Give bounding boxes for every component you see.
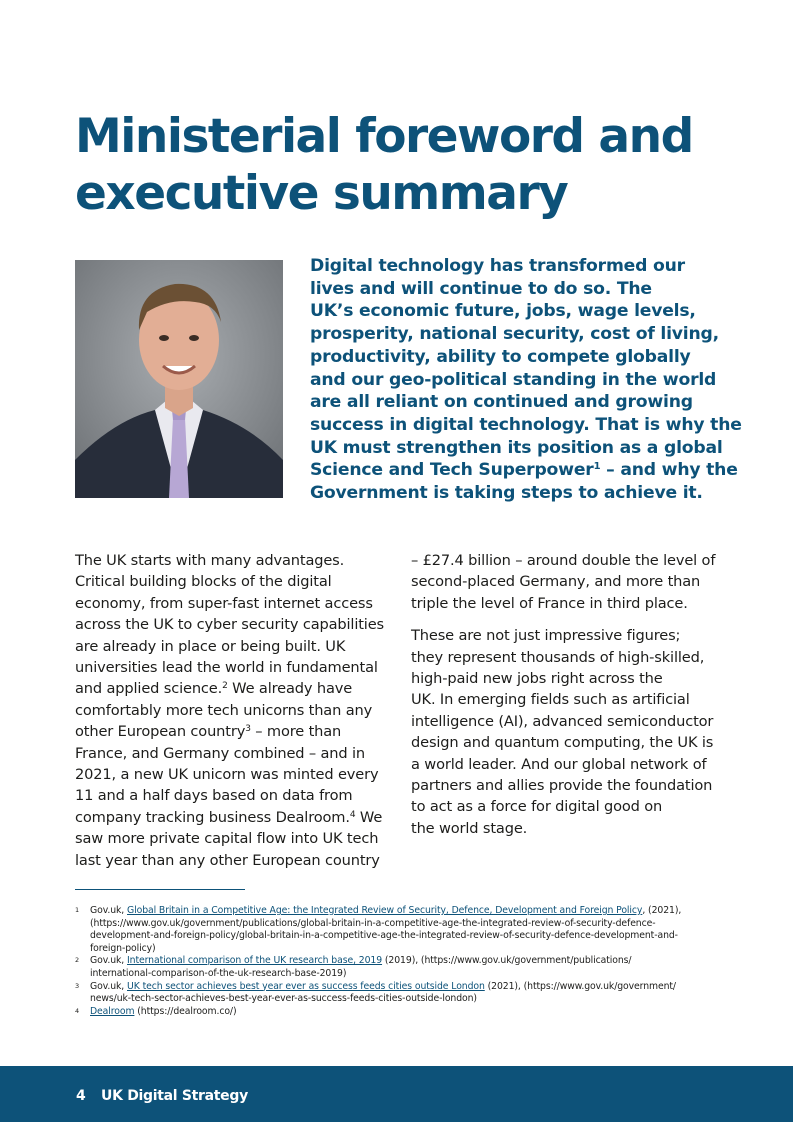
body-line: [75, 678, 395, 699]
body-line: comfortably more tech unicorns than any: [75, 701, 373, 719]
body-line: [75, 721, 395, 742]
footnote-prefix: Gov.uk,: [90, 905, 128, 916]
footnote-ref[interactable]: 1: [593, 461, 601, 473]
body-line: a world leader. And our global network of: [411, 755, 707, 773]
footnote-line: [90, 1006, 715, 1019]
body-line: [75, 807, 395, 828]
body-line: – £27.4 billion – around double the level of: [411, 552, 716, 569]
footnote-suffix: (https://dealroom.co/): [134, 1005, 237, 1017]
footnote-prefix: Gov.uk,: [90, 980, 128, 992]
footnotes: [75, 905, 715, 1018]
body-line: partners and allies provide the foundation: [411, 777, 713, 795]
footnote-ref[interactable]: 2: [222, 681, 228, 692]
footnote-line: [90, 905, 715, 918]
body-line: the world stage.: [411, 819, 528, 837]
page-title: [75, 108, 755, 222]
footnote-number: 3: [75, 981, 80, 990]
body-line: universities lead the world in fundamental: [75, 659, 378, 677]
body-line: are already in place or being built. UK: [75, 637, 346, 655]
body-line: These are not just impressive figures;: [411, 627, 681, 645]
body-column-right: [411, 550, 731, 839]
footnote-number: 4: [75, 1006, 80, 1015]
footnote-ref[interactable]: 3: [245, 724, 251, 735]
body-column-left: [75, 550, 395, 871]
footnote: [75, 981, 715, 1006]
body-paragraph: [75, 550, 395, 871]
footnote-link[interactable]: Global Britain in a Competitive Age: the Integrated Review of Security, Defence, Development and Foreign Policy: [127, 905, 643, 916]
intro-line: prosperity, national security, cost of living,: [310, 324, 719, 345]
body-paragraph: [411, 550, 731, 614]
intro-statement: [310, 255, 742, 505]
footnote: [75, 905, 715, 955]
intro-line: Government is taking steps to achieve it.: [310, 483, 703, 504]
footnote-prefix: Gov.uk,: [90, 955, 128, 967]
body-text: other European country: [75, 723, 246, 741]
document-name: UK Digital Strategy: [101, 1088, 248, 1104]
page-footer: [0, 1066, 793, 1122]
footnote: [75, 955, 715, 980]
body-line: The UK starts with many advantages.: [75, 552, 345, 569]
body-text: We already have: [227, 680, 353, 698]
intro-line: and our geo-political standing in the world: [310, 369, 717, 390]
intro-line: UK’s economic future, jobs, wage levels,: [310, 301, 696, 322]
footnote-ref[interactable]: 4: [349, 809, 356, 820]
body-text: We: [355, 808, 383, 826]
intro-line-end: – and why the: [600, 460, 738, 481]
intro-line: UK must strengthen its position as a global: [310, 437, 723, 458]
footnote-number: 1: [75, 906, 80, 914]
footnote-line: foreign-policy): [90, 942, 156, 954]
footnote-suffix: , (2021),: [642, 905, 682, 916]
intro-line: productivity, ability to compete globally: [310, 346, 691, 367]
intro-line-start: Science and Tech Superpower: [310, 460, 594, 481]
portrait-illustration: [75, 260, 283, 498]
footnote-suffix: (2021), (https://www.gov.uk/government/: [484, 980, 676, 992]
body-line: economy, from super-fast internet access: [75, 594, 373, 612]
intro-line: lives and will continue to do so. The: [310, 278, 652, 299]
intro-line: Digital technology has transformed our: [310, 256, 685, 276]
body-line: they represent thousands of high-skilled,: [411, 648, 705, 666]
footnote-suffix: (2019), (https://www.gov.uk/government/publications/: [382, 955, 632, 967]
footnote-divider: [75, 889, 245, 890]
footnote-number: 2: [75, 956, 80, 965]
body-line: France, and Germany combined – and in: [75, 744, 366, 762]
body-line: intelligence (AI), advanced semiconductor: [411, 712, 714, 730]
title-line-1: Ministerial foreword and: [75, 109, 693, 164]
footnote-line: international-comparison-of-the-uk-research-base-2019): [90, 967, 347, 979]
footnote-line: [90, 955, 715, 968]
body-text: company tracking business Dealroom.: [75, 808, 350, 826]
intro-line-with-footnote: [310, 459, 738, 482]
footnote-link[interactable]: Dealroom: [90, 1005, 135, 1017]
body-line: to act as a force for digital good on: [411, 798, 663, 816]
page-number: 4: [76, 1088, 86, 1104]
footnote: [75, 1006, 715, 1019]
body-line: UK. In emerging fields such as artificial: [411, 691, 690, 709]
body-line: second-placed Germany, and more than: [411, 573, 701, 591]
footnote-line: news/uk-tech-sector-achieves-best-year-ever-as-success-feeds-cities-outside-london): [90, 993, 477, 1005]
title-line-2: executive summary: [75, 166, 568, 221]
body-line: last year than any other European country: [75, 851, 380, 869]
body-line: design and quantum computing, the UK is: [411, 734, 714, 752]
body-line: Critical building blocks of the digital: [75, 573, 332, 591]
footnote-line: [90, 981, 715, 994]
minister-portrait-photo: [75, 260, 283, 498]
body-line: triple the level of France in third place.: [411, 594, 688, 612]
body-paragraph: [411, 625, 731, 839]
footnote-line: development-and-foreign-policy/global-britain-in-a-competitive-age-the-integrated-review-of-security-defence-development-and-: [90, 930, 678, 942]
body-text: – more than: [250, 723, 342, 741]
body-text: and applied science.: [75, 680, 223, 698]
intro-line: success in digital technology. That is why the: [310, 414, 742, 435]
body-line: 2021, a new UK unicorn was minted every: [75, 766, 379, 784]
body-line: saw more private capital flow into UK tech: [75, 830, 379, 848]
footnote-link[interactable]: International comparison of the UK research base, 2019: [127, 955, 383, 967]
body-line: 11 and a half days based on data from: [75, 787, 353, 805]
body-line: across the UK to cyber security capabilities: [75, 616, 384, 634]
footnote-line: (https://www.gov.uk/government/publications/global-britain-in-a-competitive-age-the-integrated-review-of-security-defence-: [90, 917, 656, 929]
intro-line: are all reliant on continued and growing: [310, 392, 693, 413]
footnote-link[interactable]: UK tech sector achieves best year ever as success feeds cities outside London: [127, 980, 485, 992]
body-line: high-paid new jobs right across the: [411, 670, 663, 688]
